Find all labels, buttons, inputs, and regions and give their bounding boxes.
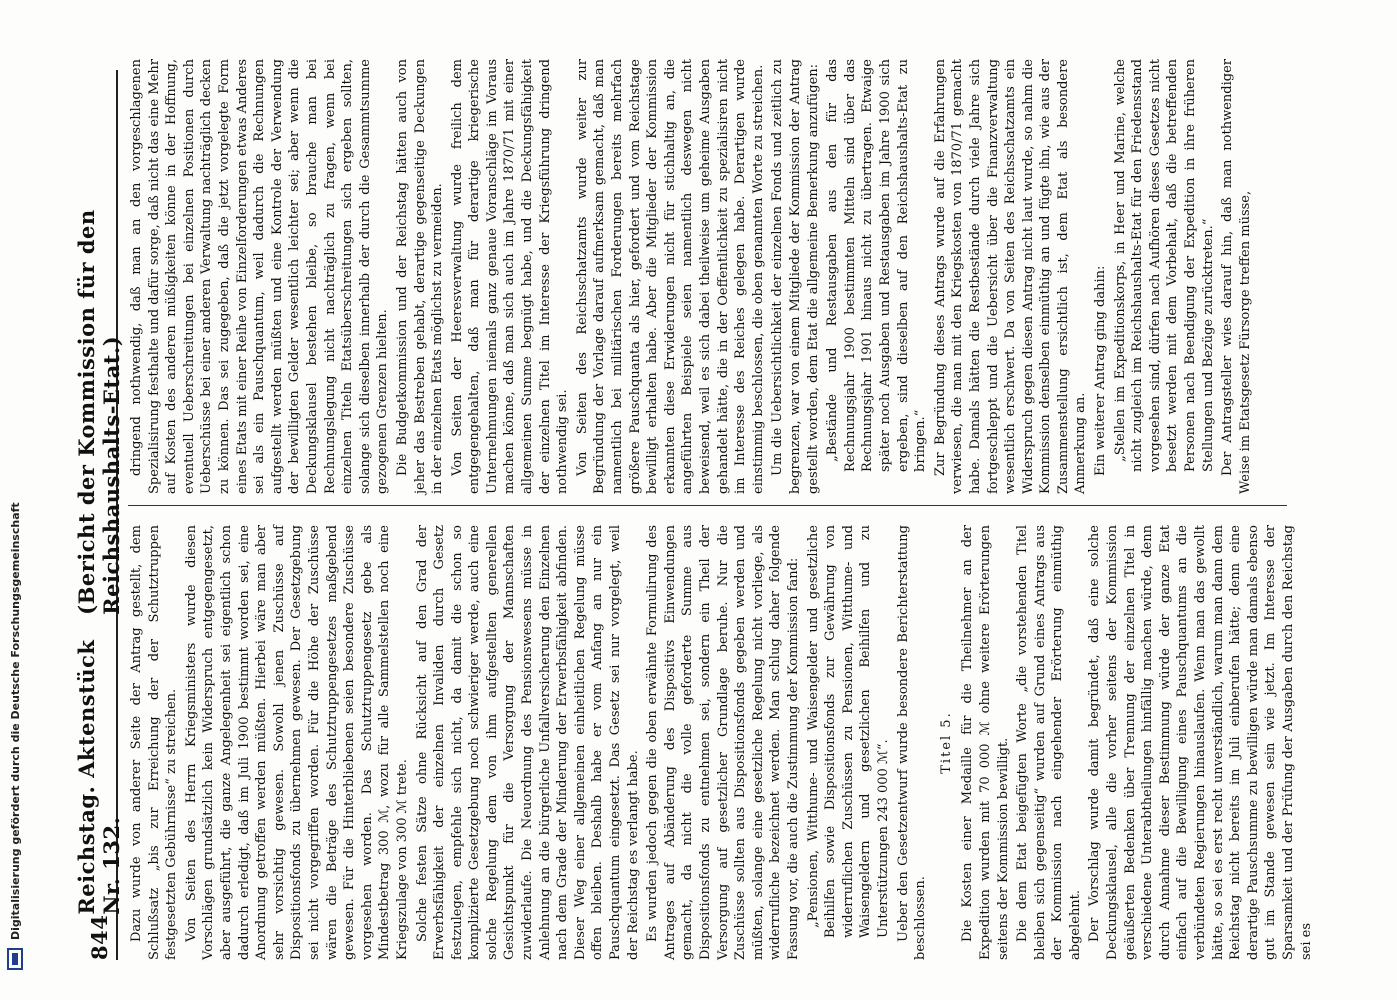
quoted-paragraph: „Bestände und Restausgaben aus den für das Rechnungsjahr 1900 bestimmten Mitteln sind über das Rechnungsjahr 1901 hinaus nicht zu übertragen. Etwaige später noch Ausgaben und Restausgaben im Jahre 1900 sich ergeben, sind dieselben auf den Reichshaushalts-Etat zu bringen.“	[825, 59, 929, 472]
section-heading: Titel 5.	[938, 711, 954, 774]
quoted-paragraph: „Pensionen, Witthume- und Waisengelder und gesetzliche Beihilfen sowie Dispositionsfonds zur Gewährung von widerruflichen Zuschüssen zu Pensionen, Witthume- und Waisengeldern und gesetzlichen Beihilfen und zu Unterstützungen 243 000 ℳ“.	[805, 525, 891, 938]
paragraph: Der Vorschlag wurde damit begründet, daß eine solche Deckungsklausel, alle die vorher seitens der Kommission geäußerten Bedenken über Trennung der einzelnen Titel in verschiedene Unterabtheilungen hinfällig machen würde, denn durch Annahme dieser Bestimmung würde der ganze Etat einfach auf die Bewilligung eines Pauschquantums an die verbündeten Regierungen hinauslaufen. Wenn man das gewollt hätte, so sei es erst recht unverständlich, warum man dann dem Reichstag nicht bereits im Juli einberufen hätte; denn eine derartige Pauschsumme zu bewilligen würde man damals ebenso gut im Stande gewesen sein wie jetzt. Im Interesse der Sparsamkeit und der Prüfung der Ausgaben durch den Reichstag sei es	[1087, 525, 1314, 960]
paragraph: Die Kosten einer Medaille für die Theilnehmer an der Expedition wurden mit 70 000 ℳ ohne weitere Erörterungen seitens der Kommission bewilligt.	[960, 525, 1011, 960]
paragraph: dringend nothwendig, daß man an den vorgeschlagenen Spezialisirung festhalte und dafür sorge, daß nicht das eine Mehr auf Kosten des anderen müßigkeiten könne in der Hoffnung, eventuell Ueberschreitungen bei einzelnen Positionen durch Ueberschüsse bei einer anderen Verwaltung nachträglich decken zu können. Das sei zugegeben, daß die jetzt vorgelegte Form eines Etats mit einer Reihe von Einzelforderungen etwas Anderes sei als ein Pauschquantum, weil dadurch die Rechnungen aufgestellt werden müßten und eine Kontrole der Verwendung der bewilligten Gelder wesentlich leichter sei; aber wenn die Deckungsklausel bestehen bleibe, so brauche man bei Rechnungslegung nicht nachträglich zu fragen, wenn bei einzelnen Titeln Etatsüberschreitungen sich ergeben sollten, solange sich dieselben innerhalb der durch die Gesammtsumme gezogenen Grenzen hielten.	[129, 59, 391, 494]
quoted-paragraph: „Stellen im Expeditionskorps, in Heer und Marine, welche nicht zugleich im Reichshaushalts-Etat für den Friedensstand vorgesehen sind, dürfen nach Aufhören dieses Gesetzes nicht besetzt werden mit dem Vorbehalt, daß die betreffenden Personen nach Beendigung der Expedition in ihre früheren Stellungen und Bezüge zurücktreten.“	[1112, 59, 1216, 472]
paragraph: Es wurden jedoch gegen die oben erwähnte Formulirung des Antrages auf Abänderung des Dispositivs Einwendungen gemacht, da nicht die volle geforderte Summe aus Dispositionsfonds zu entnehmen sei, sondern ein Theil der Versorgung auf gesetzlicher Grundlage beruhe. Nur die Zuschüsse sollten aus Dispositionsfonds gegeben werden und müßten, solange eine gesetzliche Regelung nicht vorliege, als widerrufliche bezeichnet werden. Man schlug daher folgende Fassung vor, die auch die Zustimmung der Kommission fand:	[645, 525, 801, 960]
column-divider	[128, 505, 1287, 506]
paragraph: Von Seiten des Herrn Kriegsministers wurde diesen Vorschlägen grundsätzlich kein Widerspruch entgegengesetzt, aber ausgeführt, die ganze Angelegenheit sei eigentlich schon dadurch erledigt, daß im Juli 1900 bestimmt worden sei, eine Anordnung getroffen werden müßten. Hierbei wäre man aber sehr vorsichtig gewesen. Sowohl jenen Zuschüsse auf Dispositionsfonds zu übernehmen gewesen. Der Gesetzgebung sei nicht vorgegriffen worden. Für die Höhe der Zuschüsse wären die Beträge des Schutztruppengesetzes maßgebend gewesen. Für die Hinterbliebenen seien besondere Zuschüsse vorgesehen worden. Das Schutztruppengesetz gebe als Mindestbetrag 300 ℳ, wozu für alle Sammelstellen noch eine Kriegszulage von 300 ℳ trete.	[183, 525, 410, 960]
dfg-logo-icon	[7, 948, 23, 970]
paragraph: Solche festen Sätze ohne Rücksicht auf den Grad der Erwerbsfähigkeit der einzelnen Invaliden durch Gesetz festzulegen, empfehle sich nicht, da damit die schon so komplizierte Gesetzgebung noch schwieriger werde, auch eine solche Regelung dem von ihm aufgestellten generellen Gesichtspunkt für die Versorgung der Mannschaften zuwiderlaufe. Die Neuordnung des Pensionswesens müsse in Anlehnung an die bürgerliche Unfallversicherung den Einzelnen nach dem Grade der Minderung der Erwerbsfähigkeit abfinden. Dieser Weg einer allgemeinen einheitlichen Regelung müsse offen bleiben. Deshalb habe er vom Anfang an nur ein Pauschquantum eingesetzt. Das Gesetz sei nur vorgelegt, weil der Reichstag es verlangt habe.	[414, 525, 641, 960]
digitization-credit	[2, 0, 28, 1000]
paragraph: Von Seiten des Reichsschatzamts wurde weiter zur Begründung der Vorlage darauf aufmerksam gemacht, daß man namentlich bei militärischen Forderungen bereits mehrfach größere Pauschquanta als hier, gefordert und vom Reichstage bewilligt erhalten habe. Aber die Mitglieder der Kommission erkannten diese Erwiderungen nicht für stichhaltig an, die angeführten Beispiele seien namentlich deswegen nicht beweisend, weil es sich dabei theilweise um geheime Ausgaben gehandelt hätte, die in der Oeffentlichkeit zu spezialisiren nicht im Interesse des Reiches gelegen habe. Derartigen wurde einstimmig beschlossen, die oben genannten Worte zu streichen.	[574, 59, 766, 494]
paragraph: Die Budgetkommission und der Reichstag hätten auch von jeher das Bestreben gehabt, derartige gegenseitige Deckungen in der einzelnen Etats möglichst zu vermeiden.	[394, 59, 446, 494]
paragraph: Ueber den Gesetzentwurf wurde besondere Berichterstattung beschlossen.	[895, 525, 929, 960]
header-title: Reichstag. Aktenstück Nr. 132.	[74, 639, 124, 915]
paragraph: Ein weiterer Antrag ging dahin:	[1093, 265, 1109, 476]
paragraph: Der Antragsteller wies darauf hin, daß man nothwendiger Weise im Etatsgesetz Fürsorge treffen müsse,	[1220, 59, 1253, 494]
paragraph: Von Seiten der Heeresverwaltung wurde freilich dem entgegengehalten, daß man für derartige kriegerische Unternehmungen niemals ganz genaue Voranschläge im Voraus machen könne, daß man sich auch im Jahre 1870/71 mit einer allgemeinen Summe begnügt habe, und die Deckungsfähigkeit der einzelnen Titel im Interesse der Kriegsführung dringend nothwendig sei.	[449, 59, 571, 494]
left-column	[128, 525, 1314, 960]
page-header	[74, 70, 124, 960]
page-number: 844	[86, 914, 112, 960]
paragraph: Die dem Etat beigefügten Worte „die vorstehenden Titel bleiben sich gegenseitig“ wurden auf Grund eines Antrags aus der Kommission nach eingehender Erörterung einmüthig abgelehnt.	[1015, 525, 1083, 960]
right-column	[128, 59, 1287, 494]
paragraph: Um die Uebersichtlichkeit der einzelnen Fonds und zeitlich zu begrenzen, war von einem Mitgliede der Kommission der Antrag gestellt worden, dem Etat die allgemeine Bemerkung anzufügen:	[770, 59, 821, 494]
paragraph: Dazu wurde von anderer Seite der Antrag gestellt, dem Schlußsatz „bis zur Erreichung der der Schutztruppen festgesetzten Gebührnisse“ zu streichen.	[129, 525, 180, 960]
paragraph: Zur Begründung dieses Antrags wurde auf die Erfahrungen verwiesen, die man mit den Kriegskosten von 1870/71 gemacht habe. Damals hätten die Restbestände durch viele Jahre sich fortgeschleppt und die Uebersicht über die Finanzverwaltung wesentlich erschwert. Da von Seiten des Reichsschatzamts ein Widerspruch gegen diesen Antrag nicht laut wurde, so nahm die Kommission denselben einmüthig an und fügte ihn, wie aus der Zusammenstellung ersichtlich ist, dem Etat als besondere Anmerkung an.	[932, 59, 1089, 494]
credit-text: Digitalisierung gefördert durch die Deutsche Forschungsgemeinschaft	[8, 502, 22, 940]
header-subtitle: (Bericht der Kommission für den Reichshaushalts-Etat.)	[74, 209, 124, 615]
